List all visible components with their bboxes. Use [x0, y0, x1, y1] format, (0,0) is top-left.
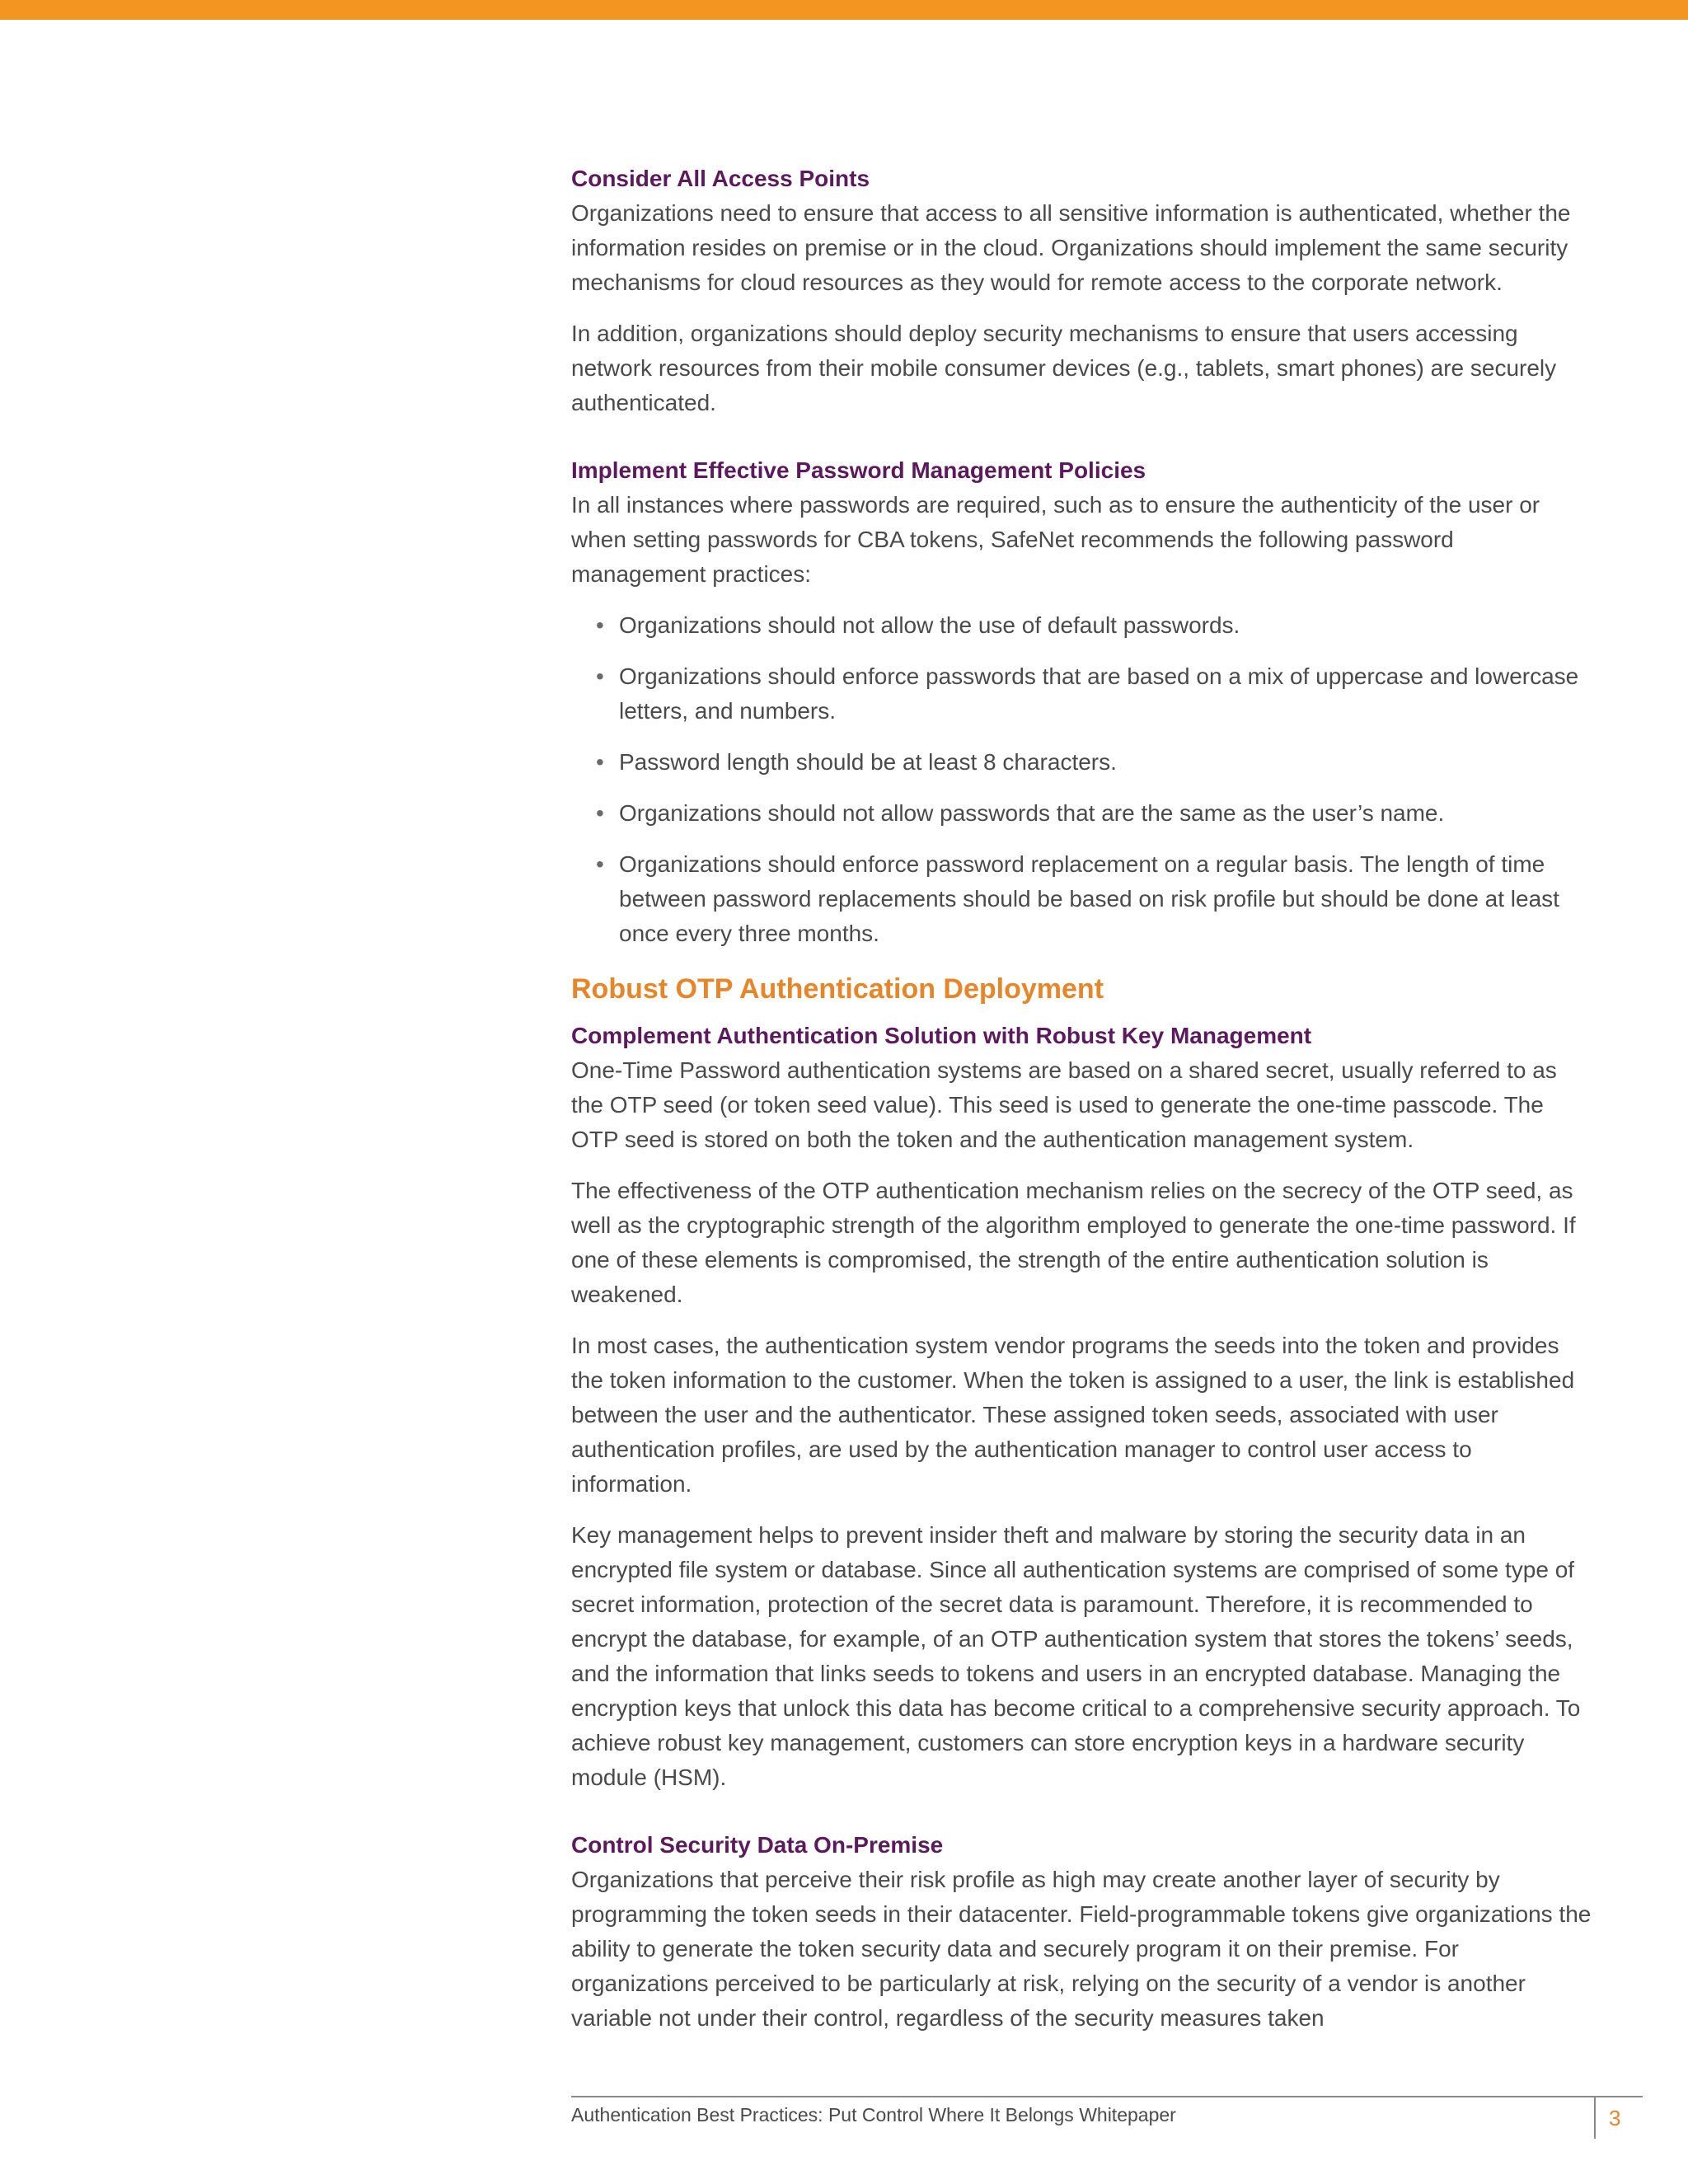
list-item: • Password length should be at least 8 characters.: [596, 745, 1593, 780]
footer-rule: [571, 2096, 1643, 2097]
bullet-icon: •: [596, 663, 604, 689]
bullet-icon: •: [596, 749, 604, 775]
paragraph: In addition, organizations should deploy security mechanisms to ensure that users accessing network resources from their mobile consumer devices (e.g., tablets, smart phones) are securely authenticated.: [571, 321, 1557, 415]
list-item: • Organizations should enforce passwords that are based on a mix of uppercase and lowercase letters, and numbers.: [596, 659, 1593, 729]
subheading-password-policies: Implement Effective Password Management Policies: [571, 457, 1146, 483]
password-practices-list: [571, 608, 1593, 951]
paragraph: Organizations that perceive their risk profile as high may create another layer of security by programming the token seeds in their datacenter. Field-programmable tokens give organizations the ability to generate the token security data and securely program it on their premise. For organizations perceived to be particularly at risk, relying on the security of a vendor is another variable not under their control, regardless of the security measures taken: [571, 1867, 1592, 2031]
paragraph: In all instances where passwords are required, such as to ensure the authenticity of the user or when setting passwords for CBA tokens, SafeNet recommends the following password management practices:: [571, 492, 1540, 587]
document-body: [571, 162, 1593, 2052]
list-item: • Organizations should not allow the use of default passwords.: [596, 608, 1593, 643]
footer-divider: [1594, 2096, 1596, 2139]
list-item: • Organizations should enforce password replacement on a regular basis. The length of time between password replacements should be based on risk profile but should be done at least once every three months.: [596, 847, 1593, 951]
bullet-icon: •: [596, 612, 604, 638]
top-accent-bar: [0, 0, 1688, 20]
paragraph: Key management helps to prevent insider theft and malware by storing the security data in an encrypted file system or database. Since all authentication systems are comprised of some type of secret information, protection of the secret data is paramount. Therefore, it is recommended to encrypt the database, for example, of an OTP authentication system that stores the tokens’ seeds, and the information that links seeds to tokens and users in an encrypted database. Managing the encryption keys that unlock this data has become critical to a comprehensive security approach. To achieve robust key management, customers can store encryption keys in a hardware security module (HSM).: [571, 1522, 1581, 1790]
paragraph: One-Time Password authentication systems are based on a shared secret, usually referred to as the OTP seed (or token seed value). This seed is used to generate the one-time passcode. The OTP seed is stored on both the token and the authentication management system.: [571, 1057, 1557, 1152]
subheading-key-management: Complement Authentication Solution with Robust Key Management: [571, 1023, 1312, 1048]
list-item: • Organizations should not allow passwords that are the same as the user’s name.: [596, 796, 1593, 831]
subheading-security-data: Control Security Data On-Premise: [571, 1832, 944, 1858]
section-title-otp: Robust OTP Authentication Deployment: [571, 973, 1104, 1005]
paragraph: Organizations need to ensure that access to all sensitive information is authenticated, whether the information resides on premise or in the cloud. Organizations should implement the same security mechanisms for cloud resources as they would for remote access to the corporate network.: [571, 200, 1571, 295]
footer-document-title: Authentication Best Practices: Put Control Where It Belongs Whitepaper: [571, 2104, 1176, 2125]
paragraph: In most cases, the authentication system vendor programs the seeds into the token and provides the token information to the customer. When the token is assigned to a user, the link is established between the user and the authenticator. These assigned token seeds, associated with user authentication profiles, are used by the authentication manager to control user access to information.: [571, 1333, 1575, 1497]
bullet-icon: •: [596, 800, 604, 826]
paragraph: The effectiveness of the OTP authentication mechanism relies on the secrecy of the OTP seed, as well as the cryptographic strength of the algorithm employed to generate the one-time password. If one of these elements is compromised, the strength of the entire authentication solution is weakened.: [571, 1178, 1576, 1307]
subheading-access-points: Consider All Access Points: [571, 166, 870, 191]
page-number: 3: [1609, 2106, 1621, 2130]
bullet-icon: •: [596, 851, 604, 877]
